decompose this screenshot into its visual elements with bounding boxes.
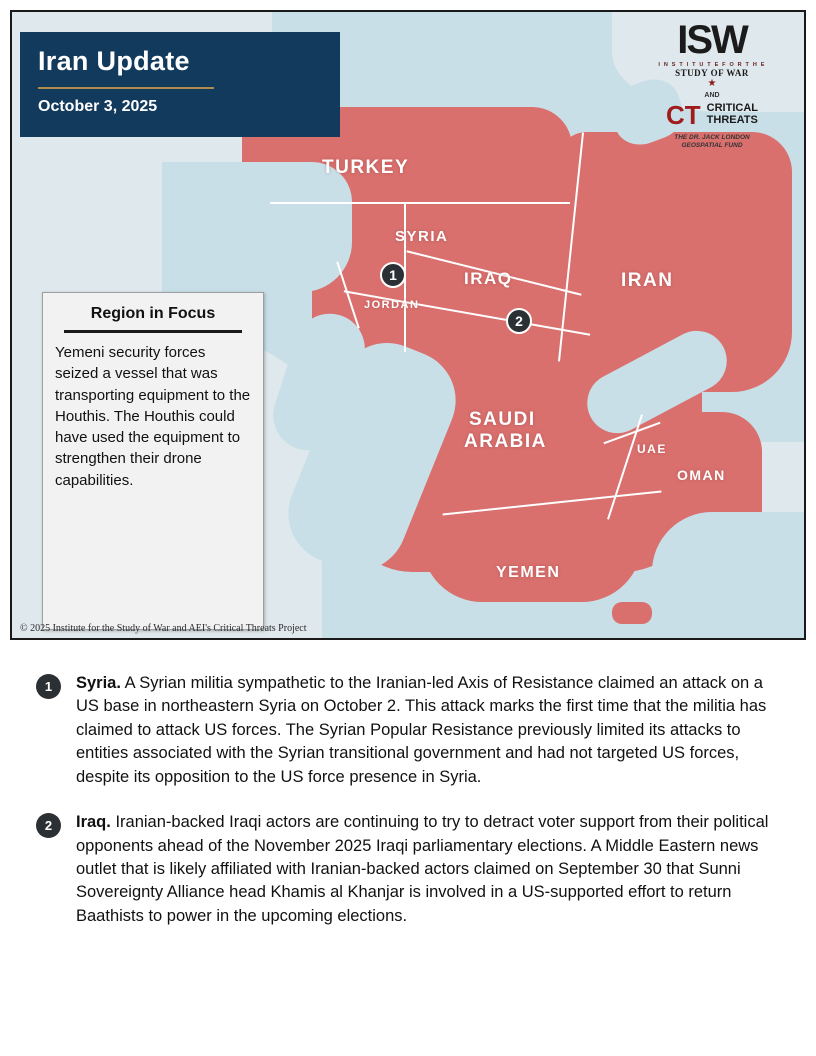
star-icon: ★ <box>707 78 717 89</box>
country-label-turkey: TURKEY <box>322 157 410 178</box>
country-label-saudi: SAUDI <box>469 409 536 430</box>
region-in-focus-body: Yemeni security forces seized a vessel that was transporting equipment to the Houthis. The Houthis could have used the equipment to strengthen their drone capabilities. <box>55 344 251 489</box>
bullet-text-2 <box>76 811 784 928</box>
country-label-yemen: YEMEN <box>496 564 561 581</box>
region-in-focus-box <box>42 292 264 630</box>
fund-line-1: THE DR. JACK LONDON <box>674 134 750 141</box>
bullet-item <box>36 672 784 789</box>
bullet-text-1 <box>76 672 784 789</box>
isw-logo-mark: ISW <box>677 18 747 62</box>
title-block <box>20 32 340 137</box>
bullet-list <box>36 672 784 950</box>
country-label-jordan: JORDAN <box>364 299 420 311</box>
page-title: Iran Update <box>38 46 190 76</box>
bullet-item <box>36 811 784 928</box>
country-label-arabia: ARABIA <box>464 431 547 452</box>
region-yemen <box>422 512 642 602</box>
bullet-number-1: 1 <box>36 674 61 699</box>
isw-logo-name: STUDY OF WAR <box>675 68 749 78</box>
country-label-oman: OMAN <box>677 467 726 483</box>
fund-line-2: GEOSPATIAL FUND <box>681 142 743 150</box>
region-in-focus-divider <box>64 330 242 333</box>
country-label-iran: IRAN <box>621 270 674 291</box>
map-marker-1[interactable]: 1 <box>380 262 406 288</box>
logo-block <box>632 20 792 151</box>
arabian-sea <box>652 512 806 640</box>
border-line <box>270 202 570 204</box>
country-label-iraq: IRAQ <box>464 269 513 288</box>
page-date: October 3, 2025 <box>38 98 158 115</box>
mediterranean-sea <box>162 162 352 292</box>
ct-logo-line2: THREATS <box>706 114 758 126</box>
country-label-uae: UAE <box>637 442 667 456</box>
bullet-body-1: A Syrian militia sympathetic to the Iranian-led Axis of Resistance claimed an attack on a US base in northeastern Syria on October 2. This attack marks the first time that the militia has claimed to attack US forces. The Syrian Popular Resistance previously limited its attacks to entities associated with the Syrian transitional government and had not targeted US forces, despite its opposition to the US force presence in Syria. <box>76 674 767 786</box>
isw-logo-subtitle: I N S T I T U T E F O R T H E <box>658 62 766 68</box>
map-panel <box>10 10 806 640</box>
bullet-body-2: Iranian-backed Iraqi actors are continuing to try to detract voter support from their political opponents ahead of the November 2025 Iraqi parliamentary elections. A Middle Eastern news outlet that is likely affiliated with Iranian-backed actors claimed on September 30 that Sunni Sovereignty Alliance head Khamis al Khanjar is involved in a US-supported effort to return Baathists to power in the upcoming elections. <box>76 813 769 925</box>
map-copyright: © 2025 Institute for the Study of War and AEI's Critical Threats Project <box>20 623 307 634</box>
region-in-focus-heading: Region in Focus <box>90 305 216 322</box>
region-socotra <box>612 602 652 624</box>
map-marker-2[interactable]: 2 <box>506 308 532 334</box>
bullet-lead-1: Syria. <box>76 674 121 692</box>
bullet-number-2: 2 <box>36 813 61 838</box>
bullet-lead-2: Iraq. <box>76 813 111 832</box>
ct-logo-line1: CRITICAL <box>706 102 758 115</box>
title-divider <box>38 87 214 89</box>
logo-and-label: AND <box>704 92 720 99</box>
country-label-syria: SYRIA <box>395 228 449 245</box>
ct-logo-mark: CT <box>666 100 701 130</box>
